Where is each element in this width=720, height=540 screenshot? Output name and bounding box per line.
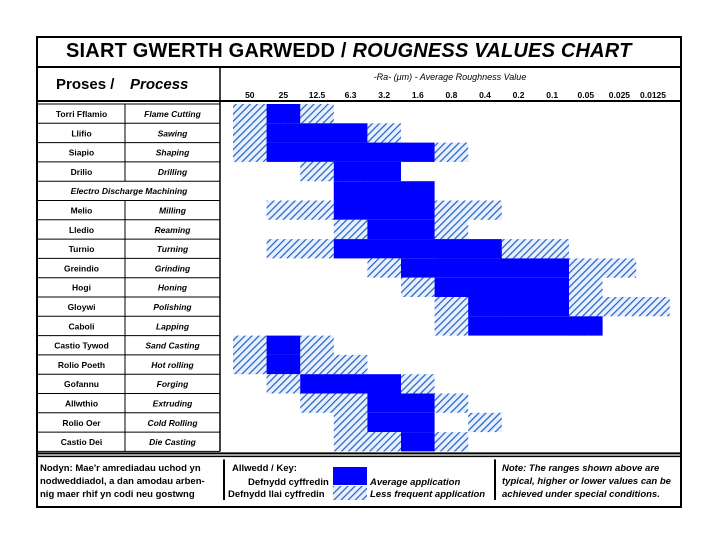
average-range-bar bbox=[267, 355, 301, 374]
less-frequent-range-bar bbox=[334, 432, 401, 451]
x-tick-label: 0.4 bbox=[479, 90, 491, 100]
cells-layer bbox=[233, 104, 670, 451]
process-name-welsh: Torri Fflamio bbox=[55, 109, 108, 119]
process-name-welsh: Hogi bbox=[72, 282, 91, 293]
x-tick-label: 25 bbox=[278, 90, 289, 100]
process-name-english: Hot rolling bbox=[151, 359, 194, 370]
key-less-swatch bbox=[333, 486, 367, 500]
less-frequent-range-bar bbox=[334, 220, 368, 239]
process-name-english: Lapping bbox=[155, 321, 190, 332]
english-note bbox=[502, 462, 682, 501]
average-range-bar bbox=[300, 374, 401, 393]
welsh-note-line: Nodyn: Mae'r amrediadau uchod yn bbox=[40, 463, 201, 474]
title-welsh: SIART GWERTH GARWEDD / bbox=[66, 40, 353, 62]
process-name-english: Sawing bbox=[157, 128, 188, 139]
less-frequent-range-bar bbox=[367, 123, 401, 142]
x-tick-label: 50 bbox=[245, 90, 255, 100]
less-frequent-range-bar bbox=[267, 239, 334, 258]
x-tick-label: 0.2 bbox=[512, 90, 525, 100]
average-range-bar bbox=[401, 258, 569, 277]
average-range-bar bbox=[267, 123, 368, 142]
x-tick-label: 0.025 bbox=[608, 90, 631, 100]
process-name-welsh: Greindio bbox=[64, 263, 99, 274]
average-range-bar bbox=[334, 201, 435, 220]
process-name-english: Milling bbox=[159, 205, 186, 216]
process-name-welsh: Siapio bbox=[68, 147, 95, 158]
english-note-line: Note: The ranges shown above are bbox=[502, 463, 660, 474]
process-name-welsh: Gloywi bbox=[67, 302, 96, 312]
less-frequent-range-bar bbox=[435, 201, 502, 220]
process-name-welsh: Caboli bbox=[68, 321, 95, 332]
less-frequent-range-bar bbox=[300, 355, 367, 374]
key-less-welsh: Defnydd llai cyffredin bbox=[228, 489, 325, 500]
average-range-bar bbox=[468, 316, 602, 335]
average-range-bar bbox=[367, 394, 434, 413]
less-frequent-range-bar bbox=[401, 278, 435, 297]
process-name-welsh: Castio Tywod bbox=[54, 340, 109, 351]
process-name-english: Die Casting bbox=[149, 437, 196, 448]
process-name-welsh: Rolio Oer bbox=[62, 417, 101, 428]
process-name-english: Drilling bbox=[157, 166, 188, 177]
process-name-welsh: Allwthio bbox=[64, 398, 99, 409]
less-frequent-range-bar bbox=[300, 336, 334, 355]
process-name-english: Shaping bbox=[155, 147, 190, 158]
average-range-bar bbox=[334, 162, 401, 181]
average-range-bar bbox=[334, 239, 502, 258]
x-tick-label: 0.1 bbox=[546, 90, 559, 100]
average-range-bar bbox=[267, 336, 301, 355]
axis-label: -Ra- (μm) - Average Roughness Value bbox=[373, 72, 527, 82]
process-name-welsh: Drilio bbox=[70, 166, 93, 177]
english-note-line: achieved under special conditions. bbox=[502, 489, 660, 500]
average-range-bar bbox=[267, 104, 301, 123]
process-name-english: Cold Rolling bbox=[147, 417, 198, 428]
less-frequent-range-bar bbox=[233, 336, 267, 355]
process-name-welsh: Melio bbox=[70, 205, 93, 216]
process-name-english: Grinding bbox=[154, 263, 191, 274]
less-frequent-range-bar bbox=[267, 201, 334, 220]
welsh-note-line: nodweddiadol, a dan amodau arben- bbox=[40, 476, 205, 487]
welsh-note-line: nig maer rhif yn codi neu gostwng bbox=[40, 489, 195, 500]
less-frequent-range-bar bbox=[267, 374, 301, 393]
less-frequent-range-bar bbox=[401, 374, 435, 393]
x-tick-label: 1.6 bbox=[411, 90, 424, 100]
less-frequent-range-bar bbox=[468, 413, 502, 432]
less-frequent-range-bar bbox=[435, 432, 469, 451]
process-name-english: Reaming bbox=[154, 224, 191, 235]
less-frequent-range-bar bbox=[334, 413, 368, 432]
x-tick-label: 0.8 bbox=[445, 90, 458, 100]
process-header-welsh: Proses / bbox=[56, 76, 115, 93]
process-name-welsh: Llifio bbox=[71, 128, 92, 139]
process-header-english: Process bbox=[130, 76, 189, 93]
key-less-english: Less frequent application bbox=[370, 489, 486, 500]
process-name-english: Extruding bbox=[152, 398, 193, 409]
process-name-english: Polishing bbox=[153, 302, 192, 312]
average-range-bar bbox=[334, 181, 435, 200]
process-name-english: Honing bbox=[157, 282, 188, 293]
less-frequent-range-bar bbox=[233, 143, 267, 162]
x-tick-label: 3.2 bbox=[378, 90, 391, 100]
less-frequent-range-bar bbox=[300, 394, 367, 413]
average-range-bar bbox=[401, 432, 435, 451]
less-frequent-range-bar bbox=[569, 278, 603, 297]
process-name-english: Forging bbox=[156, 379, 189, 390]
process-name-welsh: Rolio Poeth bbox=[57, 359, 106, 370]
x-tick-label: 0.05 bbox=[577, 90, 595, 100]
average-range-bar bbox=[367, 220, 434, 239]
key-title: Allwedd / Key: bbox=[232, 463, 297, 474]
process-name-welsh: Gofannu bbox=[64, 379, 99, 390]
process-name-english: Flame Cutting bbox=[144, 109, 201, 119]
less-frequent-range-bar bbox=[233, 123, 267, 142]
english-note-line: typical, higher or lower values can be bbox=[502, 476, 671, 487]
less-frequent-range-bar bbox=[233, 355, 267, 374]
key-average-welsh: Defnydd cyffredin bbox=[248, 477, 329, 488]
average-range-bar bbox=[468, 297, 569, 316]
less-frequent-range-bar bbox=[502, 239, 569, 258]
average-range-bar bbox=[367, 413, 434, 432]
x-tick-label: 6.3 bbox=[344, 90, 357, 100]
less-frequent-range-bar bbox=[435, 143, 469, 162]
less-frequent-range-bar bbox=[435, 220, 469, 239]
process-name-english: Electro Discharge Machining bbox=[70, 186, 188, 197]
less-frequent-range-bar bbox=[569, 258, 636, 277]
less-frequent-range-bar bbox=[435, 394, 469, 413]
welsh-note bbox=[40, 462, 220, 501]
key-average-swatch bbox=[333, 467, 367, 485]
less-frequent-range-bar bbox=[435, 316, 469, 335]
x-tick-label: 0.0125 bbox=[640, 90, 666, 100]
title-english: ROUGNESS VALUES CHART bbox=[352, 40, 632, 62]
process-name-welsh: Castio Dei bbox=[60, 437, 103, 448]
process-name-welsh: Turnio bbox=[68, 244, 95, 255]
average-range-bar bbox=[267, 143, 435, 162]
process-name-english: Turning bbox=[156, 244, 189, 255]
less-frequent-range-bar bbox=[569, 297, 670, 316]
less-frequent-range-bar bbox=[300, 162, 334, 181]
process-name-english: Sand Casting bbox=[145, 340, 200, 351]
process-name-welsh: Lledio bbox=[68, 224, 95, 235]
key-average-english: Average application bbox=[370, 477, 461, 488]
average-range-bar bbox=[435, 278, 569, 297]
x-tick-label: 12.5 bbox=[308, 90, 326, 100]
